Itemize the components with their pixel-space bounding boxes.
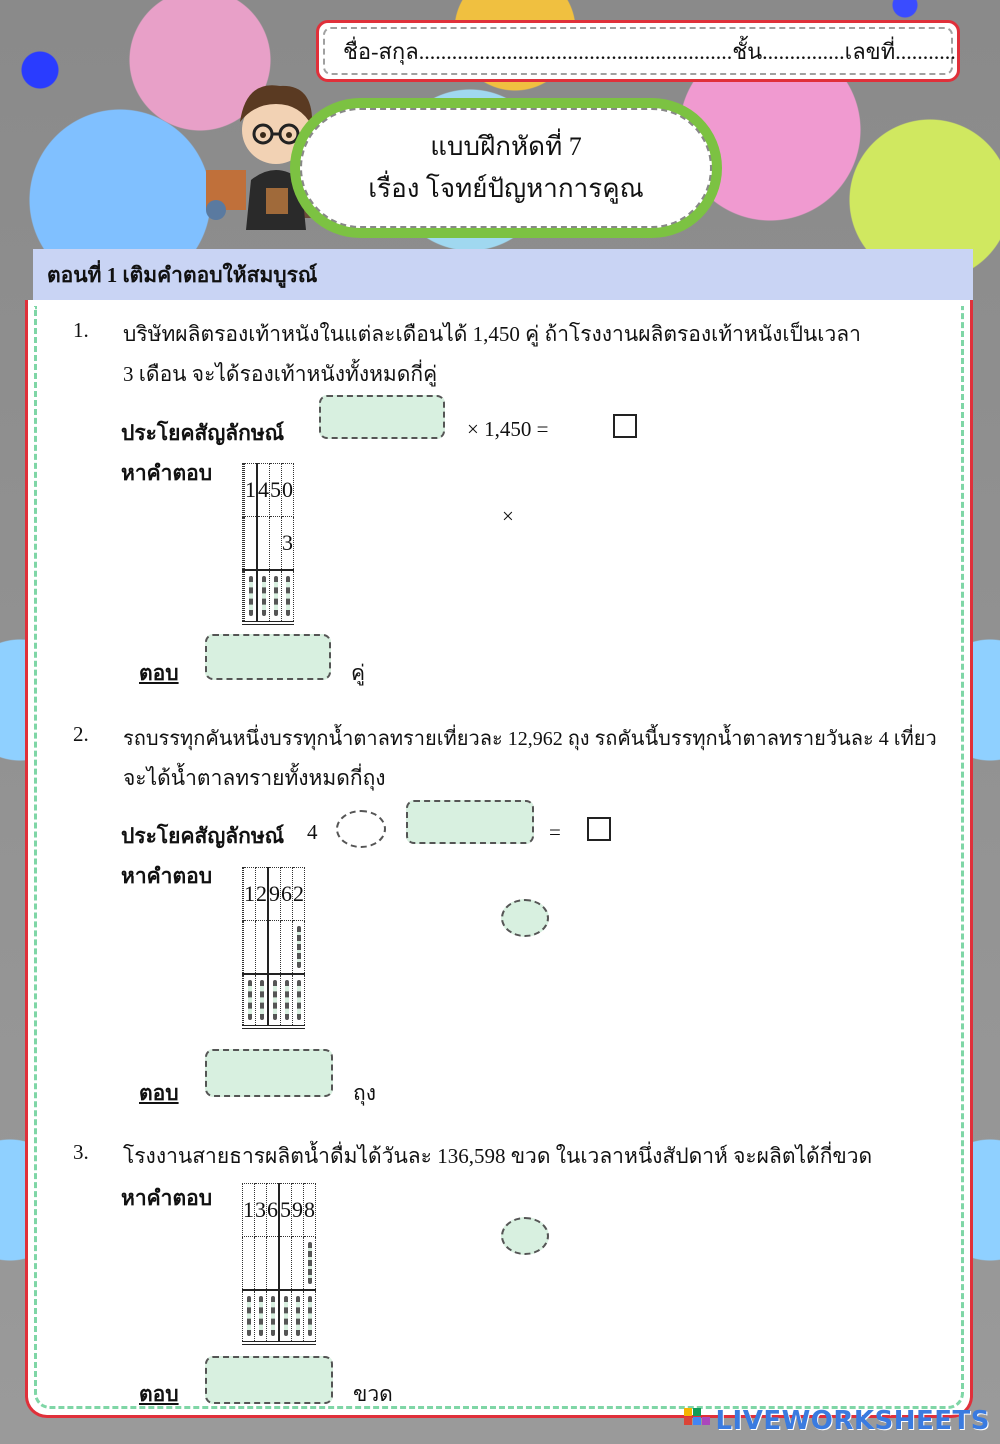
name-line: ชื่อ-สกุล.........................................................ชั้น...............เลขที่........... <box>323 27 953 75</box>
grid-answer-cell[interactable] <box>293 974 305 1027</box>
problem-2-text-line1: รถบรรทุกคันหนึ่งบรรทุกน้ำตาลทรายเที่ยวละ 12,962 ถุง รถคันนี้บรรทุกน้ำตาลทรายวันละ 4 เที่ยว <box>123 728 937 750</box>
grid-cell: 9 <box>292 1184 304 1237</box>
problem-2-equation-prefix: 4 <box>307 820 318 844</box>
watermark: LIVEWORKSHEETS <box>715 1406 990 1436</box>
grid-cell <box>244 921 256 974</box>
problem-1-operator: × <box>502 504 514 528</box>
grid-answer-cell[interactable] <box>256 974 269 1027</box>
grid-cell: 0 <box>282 464 294 517</box>
problem-1-sentence-input[interactable] <box>319 395 445 439</box>
problem-1-equation: × 1,450 = <box>467 417 549 441</box>
exercise-title: แบบฝึกหัดที่ 7 <box>430 132 582 162</box>
problem-3-number: 3. <box>73 1140 89 1164</box>
exercise-subject: เรื่อง โจทย์ปัญหาการคูณ <box>368 174 644 203</box>
problem-2-operator-input[interactable] <box>336 810 386 848</box>
grid-cell: 5 <box>270 464 282 517</box>
grid-cell: 3 <box>255 1184 267 1237</box>
problem-3-text-line1: โรงงานสายธารผลิตน้ำดื่มได้วันละ 136,598 ขวด ในเวลาหนึ่งสัปดาห์ จะผลิตได้กี่ขวด <box>123 1144 873 1168</box>
grid-answer-cell[interactable] <box>257 570 270 623</box>
problem-2-unit: ถุง <box>353 1081 376 1105</box>
name-bar <box>316 20 960 82</box>
grid-cell: 8 <box>304 1184 316 1237</box>
grid-cell <box>267 1237 280 1290</box>
grid-cell: 6 <box>267 1184 280 1237</box>
grid-answer-cell[interactable] <box>281 974 293 1027</box>
problem-2-sentence-label: ประโยคสัญลักษณ์ <box>121 824 285 848</box>
problem-1-find-label: หาคำตอบ <box>121 461 213 485</box>
problem-3-answer-label: ตอบ <box>139 1382 179 1406</box>
grid-answer-cell[interactable] <box>267 1290 280 1343</box>
problem-2-number: 2. <box>73 722 89 746</box>
grid-cell: 1 <box>244 868 256 921</box>
grid-cell <box>256 921 269 974</box>
problem-2-answer-label: ตอบ <box>139 1081 179 1105</box>
problem-2-answer-input[interactable] <box>205 1049 333 1097</box>
problem-2-equals: = <box>549 820 561 844</box>
grid-answer-cell[interactable] <box>292 1290 304 1343</box>
grid-cell <box>268 921 281 974</box>
problem-3-find-label: หาคำตอบ <box>121 1186 213 1210</box>
grid-answer-cell[interactable] <box>243 1290 255 1343</box>
grid-answer-cell[interactable] <box>255 1290 267 1343</box>
grid-answer-cell[interactable] <box>268 974 281 1027</box>
grid-answer-cell[interactable] <box>304 1290 316 1343</box>
problem-1-result-square <box>613 414 637 438</box>
grid-cell: 1 <box>245 464 258 517</box>
grid-cell <box>257 517 270 570</box>
grid-answer-cell[interactable] <box>245 570 258 623</box>
problem-1-unit: คู่ <box>351 661 366 685</box>
grid-cell: 1 <box>243 1184 255 1237</box>
grid-answer-cell[interactable] <box>244 974 256 1027</box>
grid-cell: 2 <box>293 868 305 921</box>
grid-cell <box>270 517 282 570</box>
grid-answer-cell[interactable] <box>270 570 282 623</box>
grid-cell: 6 <box>281 868 293 921</box>
problem-2-result-square <box>587 817 611 841</box>
grid-cell: 4 <box>257 464 270 517</box>
grid-cell <box>245 517 258 570</box>
grid-cell <box>279 1237 292 1290</box>
grid-cell <box>281 921 293 974</box>
problem-1-number: 1. <box>73 318 89 342</box>
problem-1-text-line2: 3 เดือน จะได้รองเท้าหนังทั้งหมดกี่คู่ <box>123 362 438 386</box>
grid-cell: 5 <box>279 1184 292 1237</box>
grid-answer-cell[interactable] <box>282 570 294 623</box>
problem-2-grid-operator-input[interactable] <box>501 899 549 937</box>
grid-multiplier-cell[interactable] <box>304 1237 316 1290</box>
problem-1-text-line1: บริษัทผลิตรองเท้าหนังในแต่ละเดือนได้ 1,450 คู่ ถ้าโรงงานผลิตรองเท้าหนังเป็นเวลา <box>123 322 861 346</box>
grid-cell <box>255 1237 267 1290</box>
title-box <box>290 98 722 238</box>
liveworksheets-logo-icon <box>684 1408 710 1432</box>
worksheet-sheet <box>25 300 973 1418</box>
grid-cell <box>243 1237 255 1290</box>
grid-cell: 2 <box>256 868 269 921</box>
problem-1-answer-input[interactable] <box>205 634 331 680</box>
problem-3-unit: ขวด <box>353 1382 393 1406</box>
grid-cell <box>292 1237 304 1290</box>
grid-cell: 3 <box>282 517 294 570</box>
grid-answer-cell[interactable] <box>279 1290 292 1343</box>
problem-1-answer-label: ตอบ <box>139 661 179 685</box>
grid-multiplier-cell[interactable] <box>293 921 305 974</box>
problem-2-text-line2: จะได้น้ำตาลทรายทั้งหมดกี่ถุง <box>123 766 386 790</box>
problem-1-sentence-label: ประโยคสัญลักษณ์ <box>121 421 285 445</box>
problem-3-grid-operator-input[interactable] <box>501 1217 549 1255</box>
problem-2-find-label: หาคำตอบ <box>121 864 213 888</box>
problem-2-sentence-input[interactable] <box>406 800 534 844</box>
grid-cell: 9 <box>268 868 281 921</box>
section-header: ตอนที่ 1 เติมคำตอบให้สมบูรณ์ <box>33 249 973 301</box>
problem-3-answer-input[interactable] <box>205 1356 333 1404</box>
